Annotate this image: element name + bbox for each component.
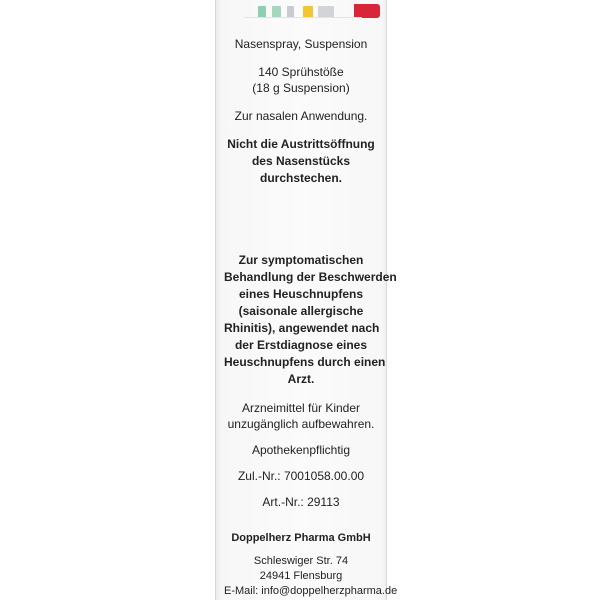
spacer: [224, 96, 378, 108]
quantity-line-1: 140 Sprühstöße: [258, 65, 344, 79]
spacer: [224, 484, 378, 494]
medicine-box-side-panel: [215, 0, 398, 600]
printed-text-column: [216, 36, 398, 599]
warning-block: [224, 136, 378, 187]
indication-line: Zur symptomatischen: [238, 253, 364, 267]
spacer: [224, 458, 378, 468]
spacer: [224, 510, 378, 530]
indication-line: eines Heuschnupfens: [238, 287, 364, 301]
manufacturer-name: Doppelherz Pharma GmbH: [231, 532, 371, 544]
spacer: [224, 187, 378, 252]
top-printed-strip: [216, 0, 386, 22]
indication-line: Arzt.: [287, 372, 315, 386]
prescription-status: Apothekenpflichtig: [251, 443, 351, 457]
spacer: [224, 388, 378, 400]
indication-line: Rhinitis), angewendet nach: [224, 321, 380, 335]
indication-line: Heuschnupfens durch einen: [224, 355, 386, 369]
warning-line: Nicht die Austrittsöffnung: [227, 137, 375, 151]
manufacturer-street: Schleswiger Str. 74: [253, 555, 349, 567]
storage-line: unzugänglich aufbewahren.: [227, 417, 375, 431]
quantity-line-2: (18 g Suspension): [252, 81, 350, 95]
manufacturer-city: 24941 Flensburg: [259, 570, 343, 582]
indication-line: (saisonale allergische: [238, 304, 364, 318]
strip-divider: [244, 17, 362, 18]
manufacturer-email: E-Mail: info@doppelherzpharma.de: [224, 585, 398, 597]
application-note: Zur nasalen Anwendung.: [234, 109, 368, 123]
spacer: [224, 124, 378, 136]
spacer: [224, 432, 378, 442]
manufacturer-address: [224, 554, 398, 599]
authorization-number: Zul.-Nr.: 7001058.00.00: [237, 469, 365, 483]
warning-line: durchstechen.: [259, 171, 343, 185]
dosage-form: Nasenspray, Suspension: [234, 37, 368, 51]
red-print-mark: [354, 4, 380, 18]
warning-line: des Nasenstücks: [251, 154, 351, 168]
spacer: [224, 546, 378, 554]
spacer: [224, 52, 378, 64]
indication-block: [224, 252, 397, 388]
storage-line: Arzneimittel für Kinder: [241, 401, 361, 415]
indication-line: Behandlung der Beschwerden: [224, 270, 397, 284]
indication-line: der Erstdiagnose eines: [234, 338, 368, 352]
article-number: Art.-Nr.: 29113: [262, 495, 340, 509]
